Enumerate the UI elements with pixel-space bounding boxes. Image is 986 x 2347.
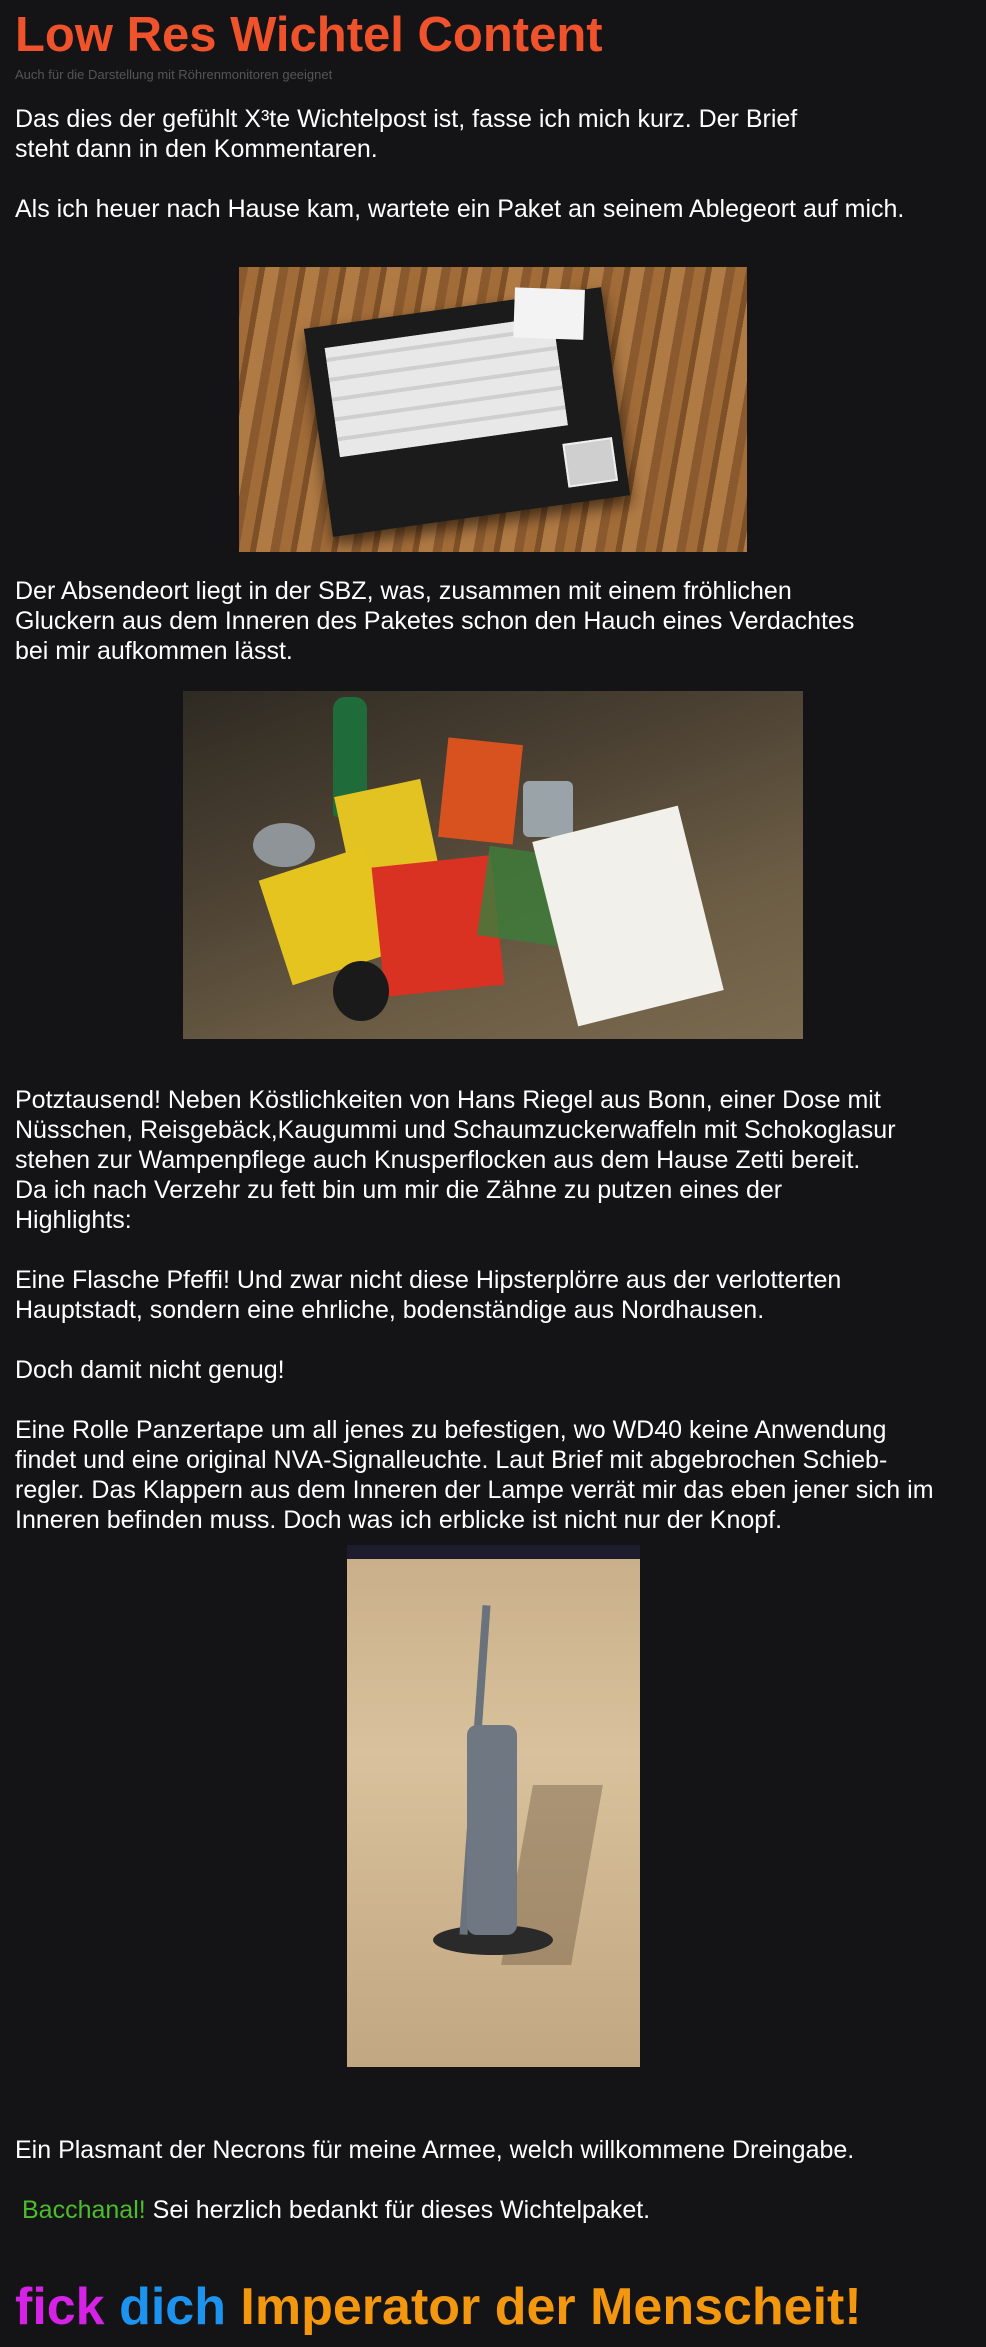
goodies-paragraph [15,1085,971,1235]
footer-word-imperator: Imperator der Menscheit! [240,2278,862,2336]
package-picture [562,437,618,488]
goodies-photo[interactable] [183,691,803,1039]
package-note [513,287,585,339]
tape-line-1: Eine Rolle Panzertape um all jenes zu befestigen, wo WD40 keine Anwendung [15,1416,887,1444]
tape-line-4: Inneren befinden muss. Doch was ich erblicke ist nicht nur der Knopf. [15,1506,783,1534]
footer-word-fick: fick [15,2278,105,2336]
footer-slogan [15,2277,971,2337]
bottle-line-2: Hauptstadt, sondern eine ehrliche, bodenständige aus Nordhausen. [15,1296,765,1324]
sender-line-2: Gluckern aus dem Inneren des Paketes schon den Hauch eines Verdachtes [15,607,855,635]
miniature-body [467,1725,517,1935]
goodies-line-5: Highlights: [15,1206,132,1234]
signal-lamp [333,961,389,1021]
bottle-paragraph [15,1265,971,1325]
goodies-line-3: stehen zur Wampenpflege auch Knusperflocken aus dem Hause Zetti bereit. [15,1146,861,1174]
blog-title[interactable]: Low Res Wichtel Content [15,8,603,62]
bottle-line-1: Eine Flasche Pfeffi! Und zwar nicht diese Hipsterplörre aus der verlotterten [15,1266,842,1294]
miniature-photo[interactable] [347,1545,640,2067]
tin-can [523,781,573,837]
not-enough-paragraph: Doch damit nicht genug! [15,1356,285,1384]
sender-line-1: Der Absendeort liegt in der SBZ, was, zusammen mit einem fröhlichen [15,577,792,605]
footer-word-dich: dich [119,2278,226,2336]
arrival-paragraph: Als ich heuer nach Hause kam, wartete ein Paket an seinem Ablegeort auf mich. [15,195,905,223]
tape-roll [253,823,315,867]
package-photo[interactable] [239,267,747,552]
snack-bag-orange [438,737,523,844]
tape-line-2: findet und eine original NVA-Signalleuchte. Laut Brief mit abgebrochen Schieb- [15,1446,888,1474]
goodies-line-4: Da ich nach Verzehr zu fett bin um mir die Zähne zu putzen eines der [15,1176,783,1204]
intro-line-1: Das dies der gefühlt X³te Wichtelpost ist, fasse ich mich kurz. Der Brief [15,105,798,133]
thanks-paragraph [15,2195,971,2225]
tape-paragraph [15,1415,971,1535]
goodies-line-1: Potztausend! Neben Köstlichkeiten von Hans Riegel aus Bonn, einer Dose mit [15,1086,881,1114]
thanks-text: Sei herzlich bedankt für dieses Wichtelpaket. [145,2196,651,2224]
intro-line-2: steht dann in den Kommentaren. [15,135,378,163]
goodies-line-2: Nüsschen, Reisgebäck,Kaugummi und Schaumzuckerwaffeln mit Schokoglasur [15,1116,896,1144]
sender-line-3: bei mir aufkommen lässt. [15,637,293,665]
letter [532,806,724,1027]
plasmant-paragraph: Ein Plasmant der Necrons für meine Armee, welch willkommene Dreingabe. [15,2136,855,2164]
blog-tagline: Auch für die Darstellung mit Röhrenmonitoren geeignet [15,67,333,82]
package-box [304,287,630,537]
bacchanal-word: Bacchanal! [22,2196,146,2224]
sender-paragraph [15,576,971,666]
intro-paragraph [15,104,971,164]
tape-line-3: regler. Das Klappern aus dem Inneren der Lampe verrät mir das eben jener sich im [15,1476,934,1504]
